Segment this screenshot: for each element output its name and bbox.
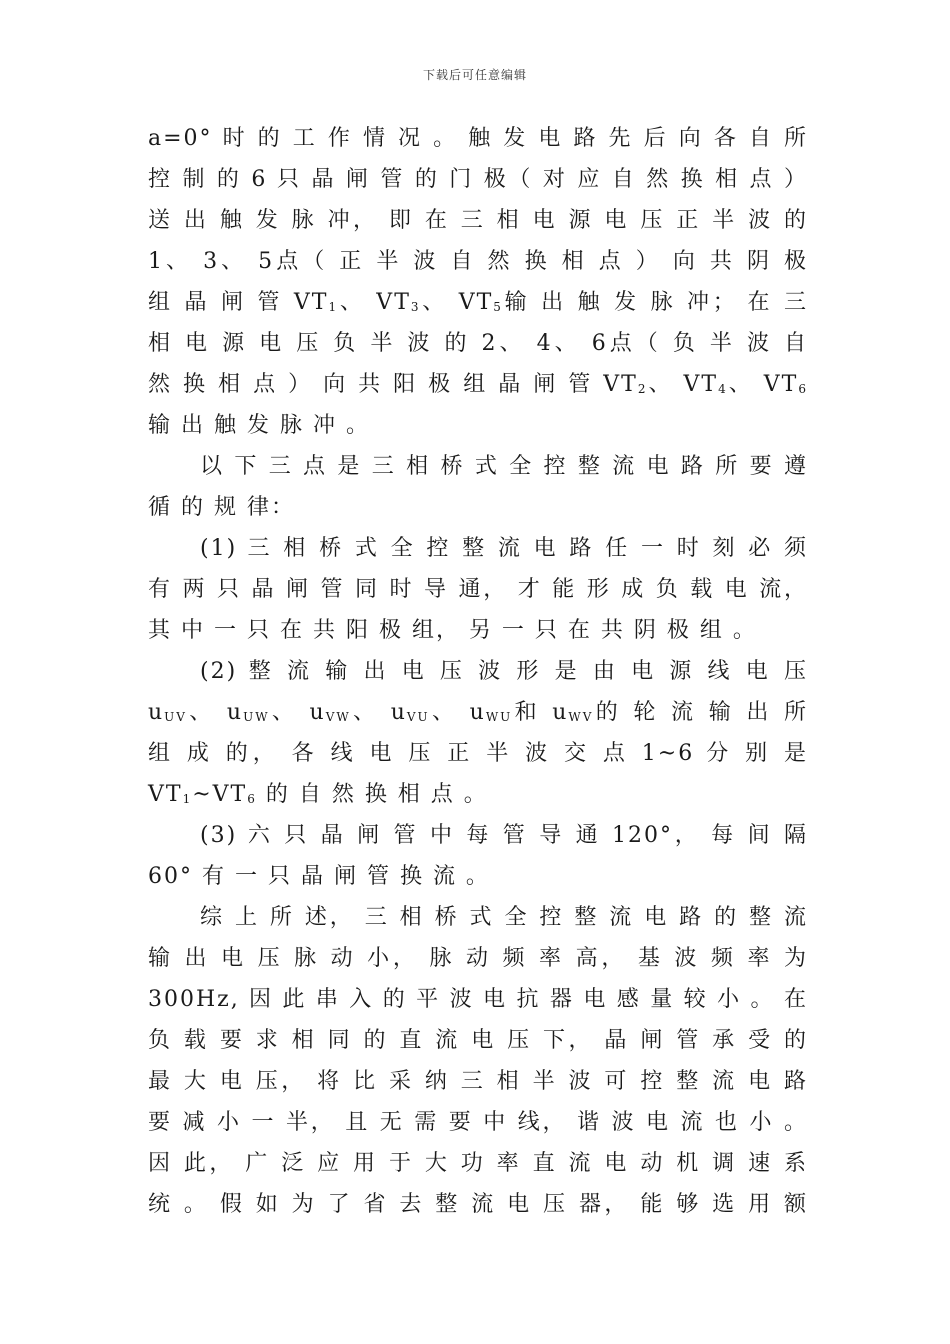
text-segment: 、 u	[350, 700, 407, 725]
text-segment: 最 大 电 压， 将 比 采 纳 三 相 半 波 可 控 整 流 电 路	[148, 1069, 808, 1094]
text-line	[148, 774, 808, 815]
subscript: VW	[325, 710, 351, 724]
text-segment: 和 u	[512, 700, 569, 725]
text-segment: 然 换 相 点 ） 向 共 阳 极 组 晶 闸 管 VT	[148, 372, 638, 397]
text-segment: 以 下 三 点 是 三 相 桥 式 全 控 整 流 电 路 所 要 遵	[200, 454, 808, 479]
text-segment: (1) 三 相 桥 式 全 控 整 流 电 路 任 一 时 刻 必 须	[200, 536, 808, 561]
subscript: 1	[182, 792, 193, 806]
text-line	[148, 1184, 808, 1225]
subscript: 6	[247, 792, 257, 806]
subscript: 4	[718, 382, 728, 396]
subscript: 3	[410, 300, 421, 314]
text-segment: 循 的 规 律：	[148, 495, 295, 520]
text-segment: 、 u	[429, 700, 486, 725]
text-segment: 、 VT	[647, 372, 719, 397]
text-line	[148, 282, 808, 323]
subscript: WV	[568, 710, 594, 724]
text-segment: 输 出 触 发 脉 冲 。	[148, 413, 370, 438]
text-segment: 因 此， 广 泛 应 用 于 大 功 率 直 流 电 动 机 调 速 系	[148, 1151, 808, 1176]
text-segment: 其 中 一 只 在 共 阳 极 组， 另 一 只 在 共 阴 极 组 。	[148, 618, 757, 643]
text-line	[148, 200, 808, 241]
subscript: WU	[485, 710, 513, 724]
text-segment: 综 上 所 述， 三 相 桥 式 全 控 整 流 电 路 的 整 流	[200, 905, 808, 930]
subscript: 5	[493, 300, 503, 314]
page-header: 下载后可任意编辑	[422, 68, 527, 82]
text-line	[148, 856, 808, 897]
text-line	[148, 938, 808, 979]
text-line	[148, 487, 808, 528]
subscript: 6	[798, 382, 808, 396]
text-line	[148, 651, 808, 692]
text-segment: 的 自 然 换 相 点 。	[256, 782, 488, 807]
text-line	[148, 569, 808, 610]
text-line	[148, 364, 808, 405]
text-segment: 组 成 的， 各 线 电 压 正 半 波 交 点 1~6 分 别 是	[148, 741, 808, 766]
text-line	[148, 159, 808, 200]
text-segment: u	[148, 700, 165, 725]
text-line	[148, 405, 808, 446]
text-line	[148, 1061, 808, 1102]
text-segment: 、 VT	[420, 290, 494, 315]
body-text	[148, 118, 808, 1225]
text-line	[148, 979, 808, 1020]
text-segment: 有 两 只 晶 闸 管 同 时 导 通， 才 能 形 成 负 载 电 流，	[148, 577, 808, 602]
text-segment: 、 VT	[338, 290, 411, 315]
text-segment: 、 u	[269, 700, 326, 725]
subscript: UW	[243, 710, 270, 724]
text-line	[148, 610, 808, 651]
text-segment: (3) 六 只 晶 闸 管 中 每 管 导 通 120°， 每 间 隔	[200, 823, 808, 848]
text-line	[148, 241, 808, 282]
text-segment: 、 u	[186, 700, 244, 725]
text-line	[148, 733, 808, 774]
text-line	[148, 528, 808, 569]
text-segment: 负 载 要 求 相 同 的 直 流 电 压 下， 晶 闸 管 承 受 的	[148, 1028, 808, 1053]
text-segment: a=0° 时 的 工 作 情 况 。 触 发 电 路 先 后 向 各 自 所	[148, 126, 808, 151]
text-segment: 、 VT	[727, 372, 799, 397]
text-segment: 要 减 小 一 半， 且 无 需 要 中 线， 谐 波 电 流 也 小 。	[148, 1110, 808, 1135]
text-line	[148, 446, 808, 487]
text-segment: (2) 整 流 输 出 电 压 波 形 是 由 电 源 线 电 压	[200, 659, 808, 684]
text-segment: 送 出 触 发 脉 冲， 即 在 三 相 电 源 电 压 正 半 波 的	[148, 208, 808, 233]
text-segment: 相 电 源 电 压 负 半 波 的 2、 4、 6点（ 负 半 波 自	[148, 331, 808, 356]
text-segment: ~VT	[192, 782, 248, 807]
subscript: UV	[164, 710, 187, 724]
text-segment: 的 轮 流 输 出 所	[593, 700, 808, 725]
text-line	[148, 692, 808, 733]
text-segment: 输 出 触 发 脉 冲； 在 三	[502, 290, 808, 315]
text-segment: 60° 有 一 只 晶 闸 管 换 流 。	[148, 864, 490, 889]
text-segment: 300Hz, 因 此 串 入 的 平 波 电 抗 器 电 感 量 较 小 。 在	[148, 987, 808, 1012]
text-segment: 1、 3、 5点（ 正 半 波 自 然 换 相 点 ） 向 共 阴 极	[148, 249, 808, 274]
text-segment: 输 出 电 压 脉 动 小， 脉 动 频 率 高， 基 波 频 率 为	[148, 946, 808, 971]
text-line	[148, 1143, 808, 1184]
subscript: VU	[406, 710, 430, 724]
text-segment: 组 晶 闸 管 VT	[148, 290, 329, 315]
subscript: 2	[637, 382, 648, 396]
text-segment: 控 制 的 6 只 晶 闸 管 的 门 极（ 对 应 自 然 换 相 点 ）	[148, 167, 808, 192]
text-segment: 统 。 假 如 为 了 省 去 整 流 电 压 器， 能 够 选 用 额	[148, 1192, 808, 1217]
text-line	[148, 815, 808, 856]
text-line	[148, 897, 808, 938]
text-line	[148, 1020, 808, 1061]
subscript: 1	[328, 300, 339, 314]
text-segment: VT	[148, 782, 183, 807]
text-line	[148, 118, 808, 159]
text-line	[148, 1102, 808, 1143]
text-line	[148, 323, 808, 364]
